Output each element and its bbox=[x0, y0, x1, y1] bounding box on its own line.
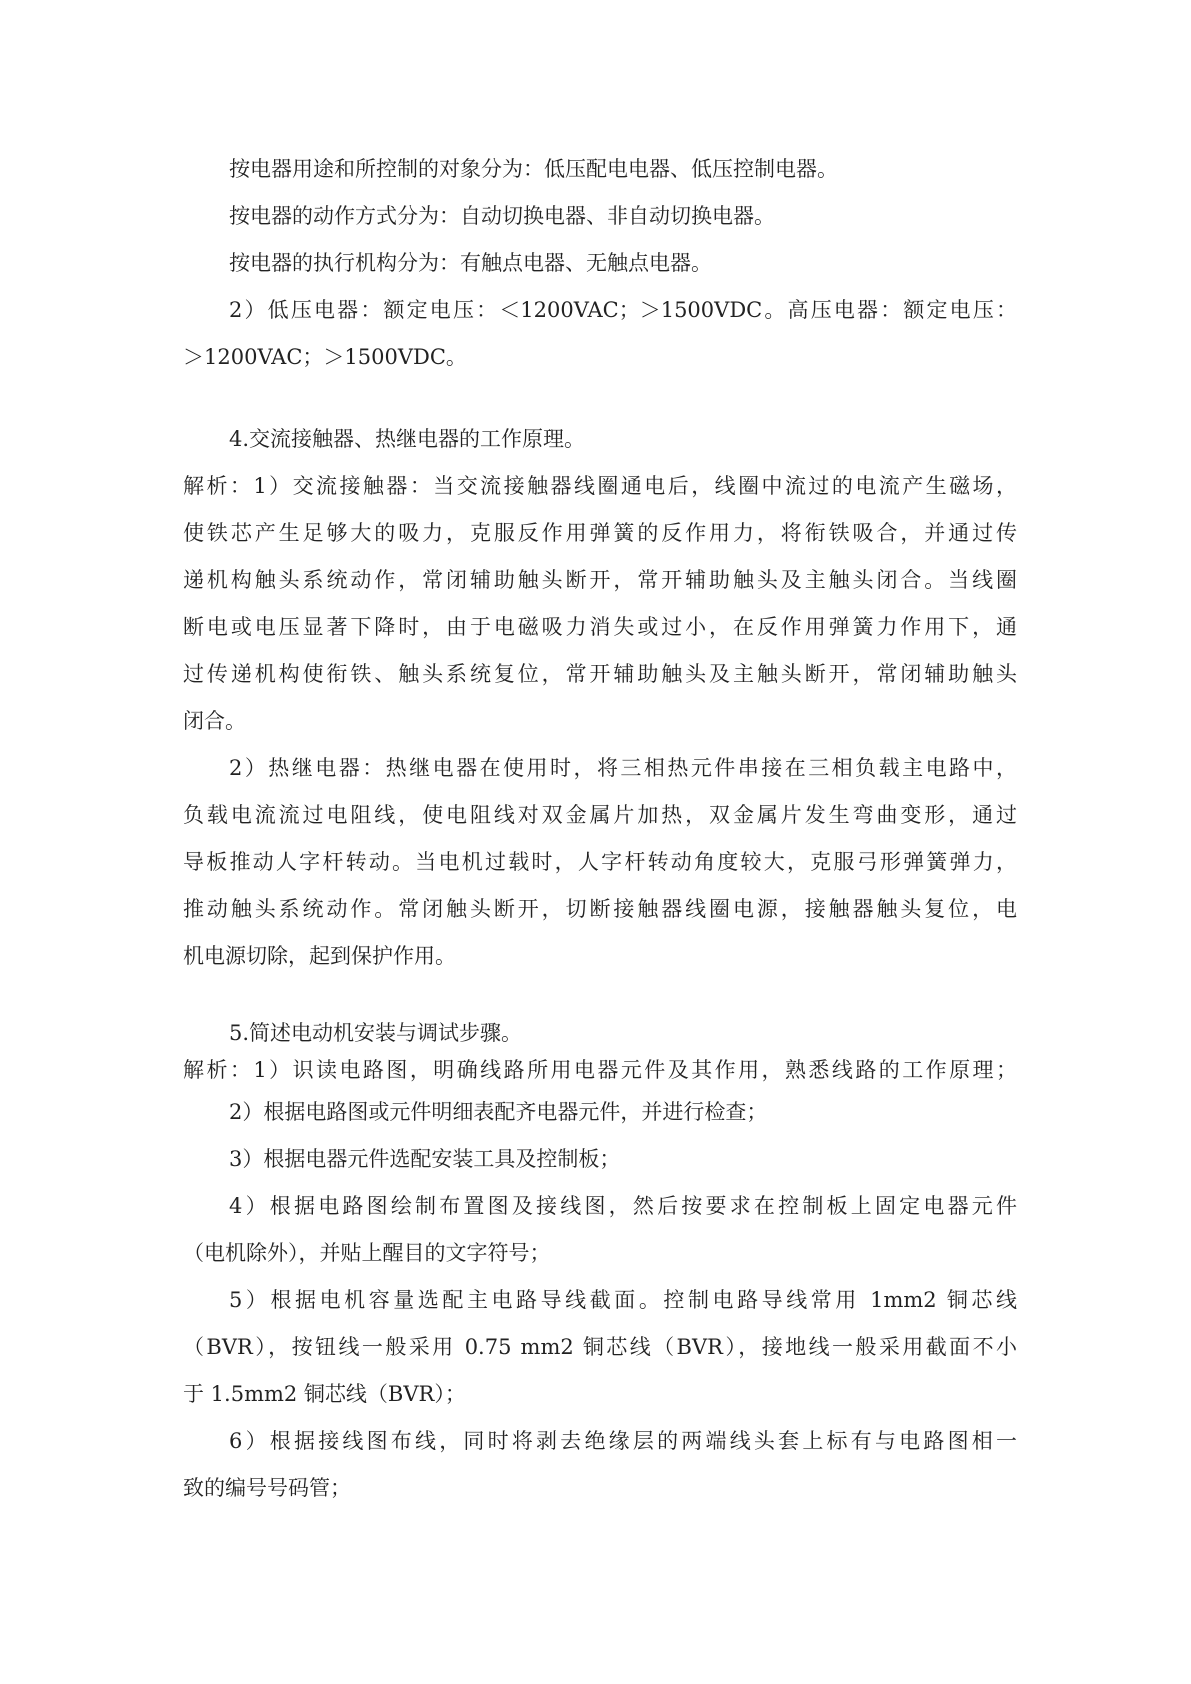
voltage-definition-line-1: 2）低压电器：额定电压：＜1200VAC；＞1500VDC。高压电器：额定电压： bbox=[229, 298, 1017, 322]
q4-thermal-relay-line-1: 2）热继电器：热继电器在使用时，将三相热元件串接在三相负载主电路中， bbox=[229, 756, 1017, 780]
classification-by-action: 按电器的动作方式分为：自动切换电器、非自动切换电器。 bbox=[229, 204, 775, 228]
q5-step-4-line-2: （电机除外），并贴上醒目的文字符号； bbox=[183, 1241, 551, 1265]
q5-step-6-line-1: 6）根据接线图布线，同时将剥去绝缘层的两端线头套上标有与电路图相一 bbox=[229, 1429, 1017, 1453]
question-4-title: 4.交流接触器、热继电器的工作原理。 bbox=[229, 427, 586, 451]
q4-answer-line-6: 闭合。 bbox=[183, 709, 246, 733]
q5-step-4-line-1: 4）根据电路图绘制布置图及接线图，然后按要求在控制板上固定电器元件 bbox=[229, 1194, 1017, 1218]
q4-answer-line-4: 断电或电压显著下降时，由于电磁吸力消失或过小，在反作用弹簧力作用下，通 bbox=[183, 615, 1017, 639]
q5-step-5-line-2: （BVR），按钮线一般采用 0.75 mm2 铜芯线（BVR），接地线一般采用截面不小 bbox=[183, 1335, 1017, 1359]
section-gap bbox=[183, 381, 1017, 416]
question-5-title: 5.简述电动机安装与调试步骤。 bbox=[229, 1021, 523, 1045]
q4-thermal-relay-line-5: 机电源切除，起到保护作用。 bbox=[183, 944, 456, 968]
q5-step-6-line-2: 致的编号号码管； bbox=[183, 1476, 351, 1500]
q5-step-5-line-3: 于 1.5mm2 铜芯线（BVR）； bbox=[183, 1382, 466, 1406]
q4-answer-line-5: 过传递机构使衔铁、触头系统复位，常开辅助触头及主触头断开，常闭辅助触头 bbox=[183, 662, 1017, 686]
q4-answer-line-1: 解析：1）交流接触器：当交流接触器线圈通电后，线圈中流过的电流产生磁场， bbox=[183, 474, 1017, 498]
q5-step-2: 2）根据电路图或元件明细表配齐电器元件，并进行检查； bbox=[229, 1100, 768, 1124]
section-gap bbox=[183, 980, 1017, 1015]
classification-by-usage: 按电器用途和所控制的对象分为：低压配电电器、低压控制电器。 bbox=[229, 157, 838, 181]
q5-step-5-line-1: 5）根据电机容量选配主电路导线截面。控制电路导线常用 1mm2 铜芯线 bbox=[229, 1288, 1017, 1312]
q4-answer-line-3: 递机构触头系统动作，常闭辅助触头断开，常开辅助触头及主触头闭合。当线圈 bbox=[183, 568, 1017, 592]
q4-thermal-relay-line-2: 负载电流流过电阻线，使电阻线对双金属片加热，双金属片发生弯曲变形，通过 bbox=[183, 803, 1017, 827]
q4-thermal-relay-line-3: 导板推动人字杆转动。当电机过载时，人字杆转动角度较大，克服弓形弹簧弹力， bbox=[183, 850, 1017, 874]
voltage-definition-line-2: ＞1200VAC；＞1500VDC。 bbox=[183, 345, 467, 369]
q5-step-1: 解析：1）识读电路图，明确线路所用电器元件及其作用，熟悉线路的工作原理； bbox=[183, 1058, 1017, 1082]
classification-by-mechanism: 按电器的执行机构分为：有触点电器、无触点电器。 bbox=[229, 251, 712, 275]
q4-answer-line-2: 使铁芯产生足够大的吸力，克服反作用弹簧的反作用力，将衔铁吸合，并通过传 bbox=[183, 521, 1017, 545]
q4-thermal-relay-line-4: 推动触头系统动作。常闭触头断开，切断接触器线圈电源，接触器触头复位，电 bbox=[183, 897, 1017, 921]
q5-step-3: 3）根据电器元件选配安装工具及控制板； bbox=[229, 1147, 621, 1171]
document-page bbox=[183, 146, 1017, 1512]
